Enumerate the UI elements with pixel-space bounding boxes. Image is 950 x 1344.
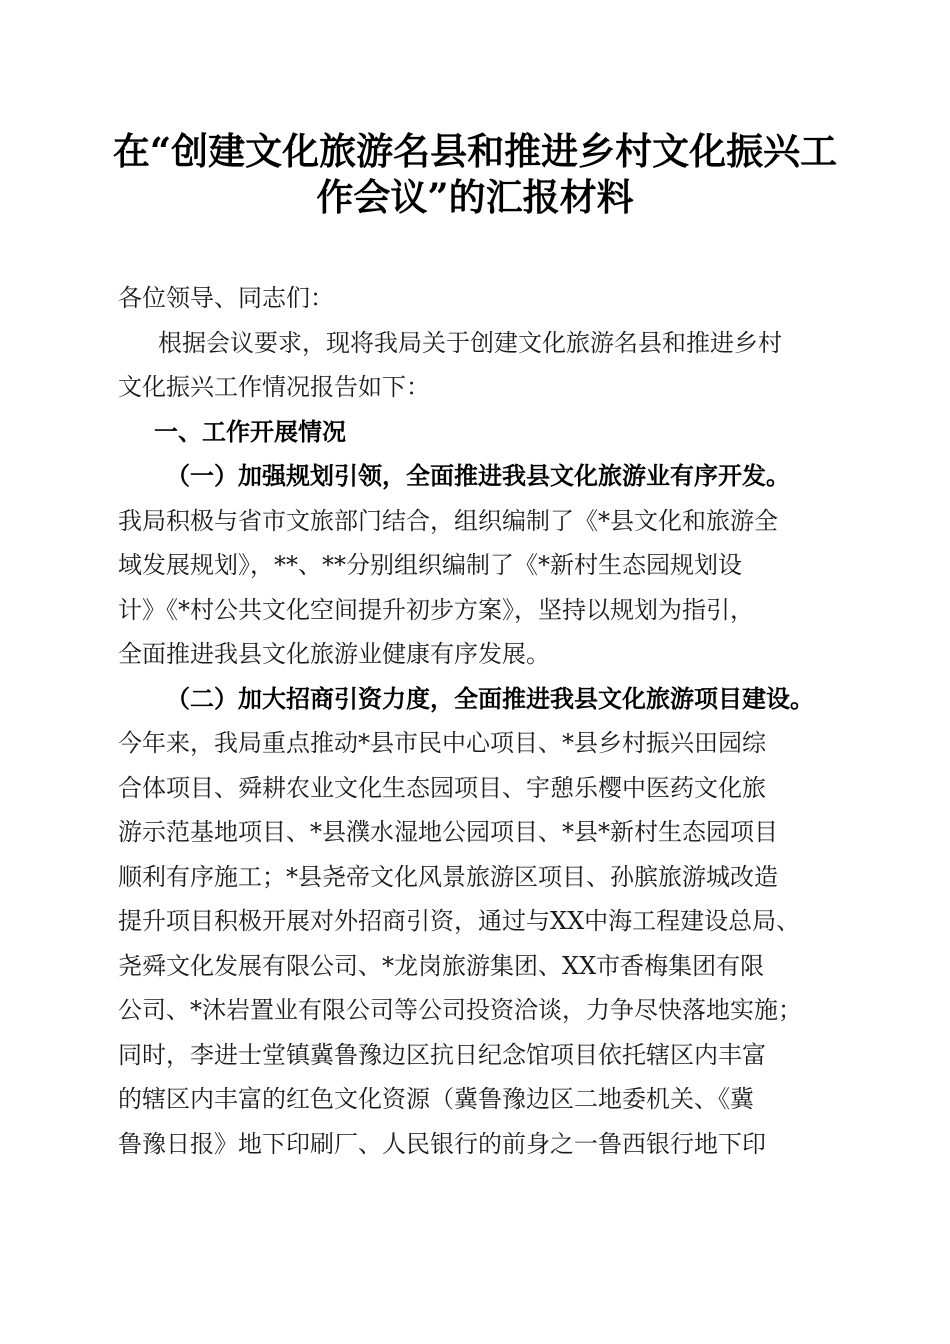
body-line: 今年来，我局重点推动*县市民中心项目、*县乡村振兴田园综 xyxy=(118,729,766,757)
body-line: 的辖区内丰富的红色文化资源（冀鲁豫边区二地委机关、《冀 xyxy=(118,1085,754,1113)
body-line: 尧舜文化发展有限公司、*龙岗旅游集团、XX市香梅集团有限 xyxy=(118,951,765,980)
subsection-heading: （一）加强规划引领，全面推进我县文化旅游业有序开发。 xyxy=(166,461,790,490)
body-line: 同时，李进士堂镇冀鲁豫边区抗日纪念馆项目依托辖区内丰富 xyxy=(118,1040,766,1069)
subsection-heading: （二）加大招商引资力度，全面推进我县文化旅游项目建设。 xyxy=(166,683,814,713)
body-line: 我局积极与省市文旅部门结合，组织编制了《*县文化和旅游全 xyxy=(118,506,778,535)
body-line: 公司、*沐岩置业有限公司等公司投资洽谈，力争尽快落地实施； xyxy=(118,996,802,1024)
document-body xyxy=(118,276,848,1166)
body-line: 全面推进我县文化旅游业健康有序发展。 xyxy=(118,640,550,668)
intro-paragraph-line: 根据会议要求，现将我局关于创建文化旅游名县和推进乡村 xyxy=(158,328,782,357)
body-line: 鲁豫日报》地下印刷厂、人民银行的前身之一鲁西银行地下印 xyxy=(118,1129,766,1158)
body-line: 合体项目、舜耕农业文化生态园项目、宇憩乐樱中医药文化旅 xyxy=(118,773,766,802)
body-line: 游示范基地项目、*县濮水湿地公园项目、*县*新村生态园项目 xyxy=(118,818,778,846)
intro-paragraph-line: 文化振兴工作情况报告如下： xyxy=(118,373,430,401)
body-line: 域发展规划》，**、**分别组织编制了《*新村生态园规划设 xyxy=(118,551,742,579)
body-line: 提升项目积极开展对外招商引资，通过与XX中海工程建设总局、 xyxy=(118,907,801,935)
title-line: 作会议”的汇报材料 xyxy=(316,175,634,219)
section-heading: 一、工作开展情况 xyxy=(154,417,346,446)
body-line: 计》《*村公共文化空间提升初步方案》，坚持以规划为指引， xyxy=(118,595,754,624)
body-line: 顺利有序施工；*县尧帝文化风景旅游区项目、孙膑旅游城改造 xyxy=(118,862,778,891)
document-title xyxy=(80,128,870,220)
title-line: 在“创建文化旅游名县和推进乡村文化振兴工 xyxy=(112,129,838,173)
salutation: 各位领导、同志们： xyxy=(118,284,334,312)
